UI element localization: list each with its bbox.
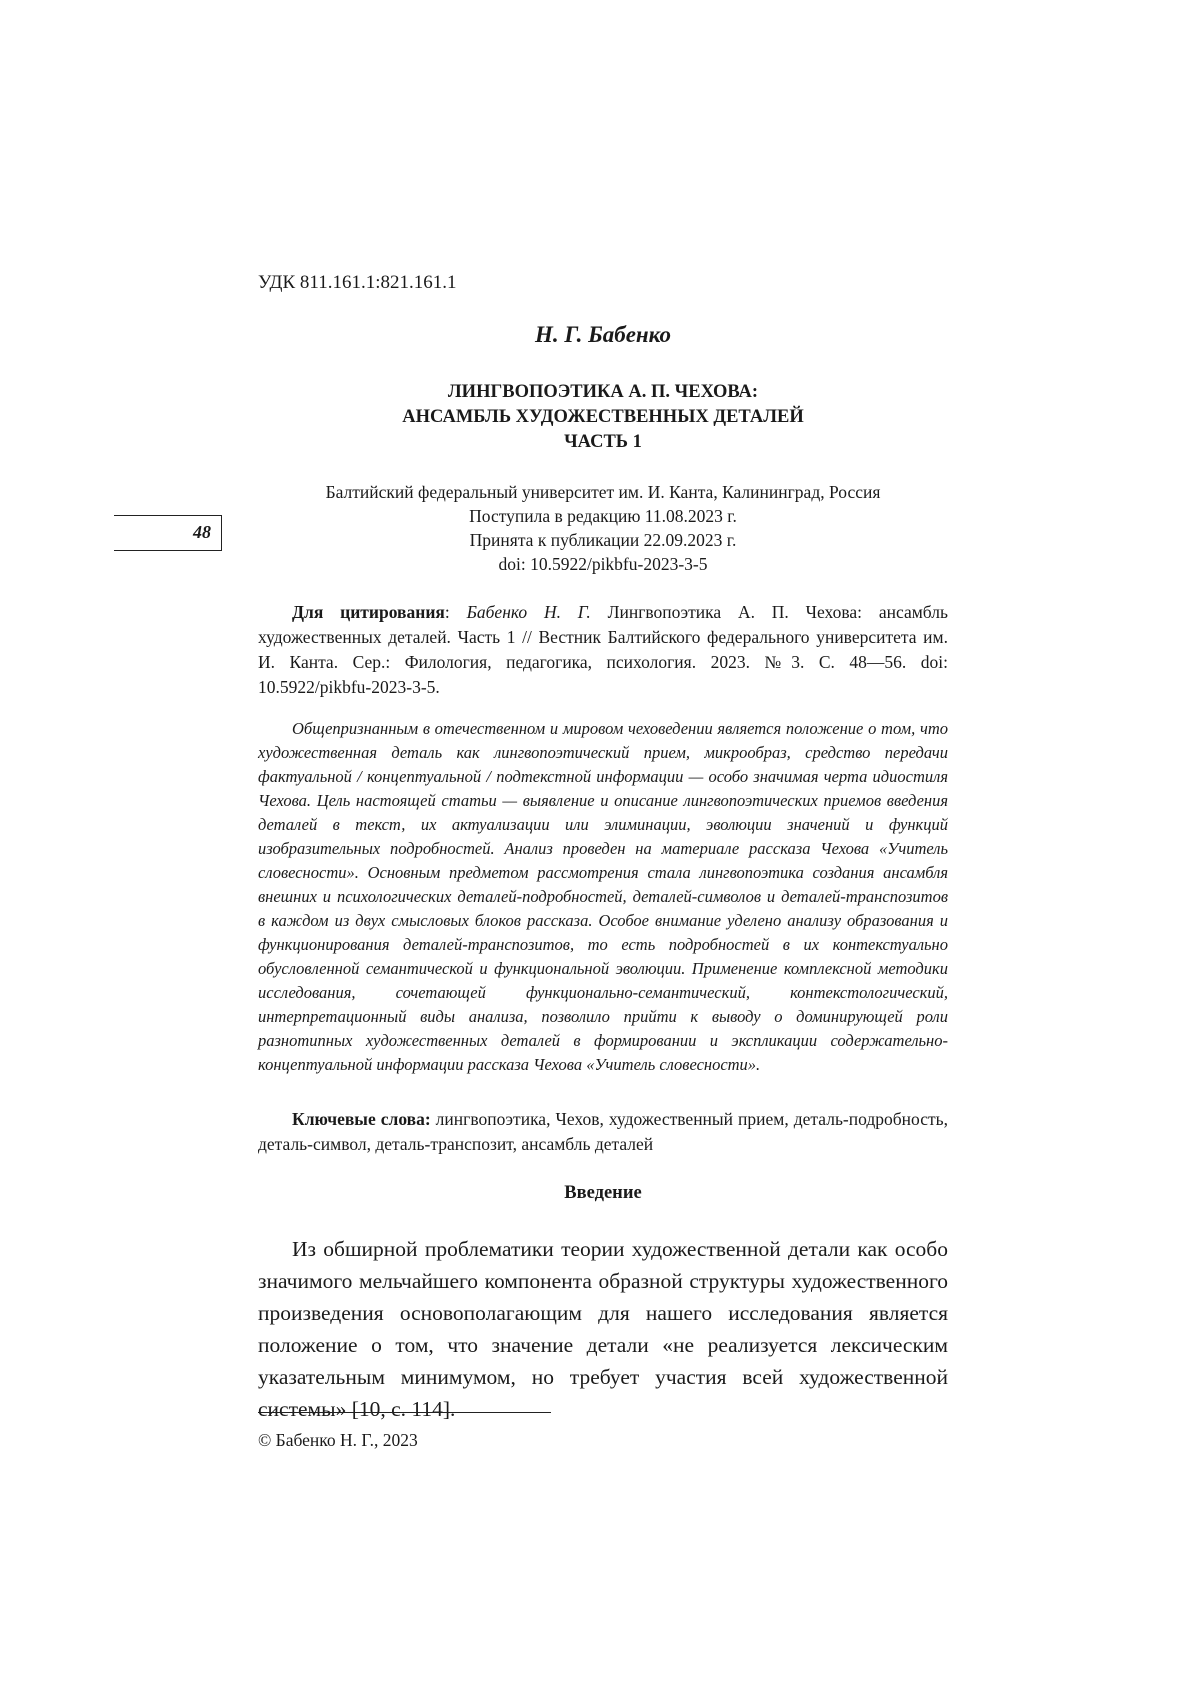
abstract: Общепризнанным в отечественном и мировом чеховедении является положение о том, что художественная деталь как лингвопоэтический прием, микрообраз, средство передачи фактуальной / концептуальной / подтекстной информации — особо значимая черта идиостиля Чехова. Цель настоящей статьи — выявление и описание лингвопоэтических приемов введения деталей в текст, их актуализации или элиминации, эволюции значений и функций изобразительных подробностей. Анализ проведен на материале рассказа Чехова «Учитель словесности». Основным предметом рассмотрения стала лингвопоэтика создания ансамбля внешних и психологических деталей-подробностей, деталей-символов и деталей-транспозитов в каждом из двух смысловых блоков рассказа. Особое внимание уделено анализу образования и функционирования деталей-транспозитов, то есть подробностей в их контекстуально обусловленной семантической и функциональной эволюции. Применение комплексной методики исследования, сочетающей функционально-семантический, контекстологический, интерпретационный виды анализа, позволило прийти к выводу о доминирующей роли разнотипных художественных деталей в формировании и экспликации содержательно-концептуальной информации рассказа Чехова «Учитель словесности». — [258, 719, 948, 1074]
footnote-divider — [258, 1412, 551, 1413]
title-line: ЧАСТЬ 1 — [564, 432, 642, 452]
university: Балтийский федеральный университет им. И. Канта, Калининград, Россия — [325, 482, 881, 502]
citation-text: Лингвопоэтика А. П. Чехова: ансамбль художественных деталей. Часть 1 // Вестник Балтийского федерального университета им. И. Канта. Сер.: Филология, педагогика, психология. 2023. №3. С. 48—56. doi: 10.5922/pikbfu-2023-3-5. — [258, 602, 948, 697]
citation-author: Бабенко Н. Г. — [466, 602, 591, 622]
doi: doi: 10.5922/pikbfu-2023-3-5 — [498, 554, 708, 574]
intro-paragraph: Из обширной проблематики теории художественной детали как особо значимого мельчайшего компонента образной структуры художественного произведения основополагающим для нашего исследования является положение о том, что значение детали «не реализуется лексическим указательным минимумом, но требует участия всей художественной системы» [10, с. 114]. — [258, 1237, 948, 1421]
keywords-block — [258, 1107, 948, 1157]
keywords-text: лингвопоэтика, Чехов, художественный прием, деталь-подробность, деталь-символ, деталь-транспозит, ансамбль деталей — [258, 1109, 948, 1154]
article-title — [258, 380, 948, 455]
section-heading: Введение — [564, 1183, 642, 1203]
affiliation-block — [258, 480, 948, 576]
citation-colon: : — [444, 602, 467, 622]
udk-code: УДК 811.161.1:821.161.1 — [258, 272, 457, 293]
citation-label: Для цитирования — [292, 602, 445, 622]
title-line: ЛИНГВОПОЭТИКА А. П. ЧЕХОВА: — [447, 382, 759, 402]
title-line: АНСАМБЛЬ ХУДОЖЕСТВЕННЫХ ДЕТАЛЕЙ — [402, 407, 804, 427]
keywords-label: Ключевые слова: — [292, 1109, 431, 1129]
accepted-date: Принята к публикации 22.09.2023 г. — [469, 530, 737, 550]
received-date: Поступила в редакцию 11.08.2023 г. — [469, 506, 737, 526]
page-number: 48 — [114, 515, 222, 551]
copyright: © Бабенко Н. Г., 2023 — [258, 1430, 418, 1450]
citation-block — [258, 600, 948, 700]
author-name: Н. Г. Бабенко — [535, 322, 671, 347]
